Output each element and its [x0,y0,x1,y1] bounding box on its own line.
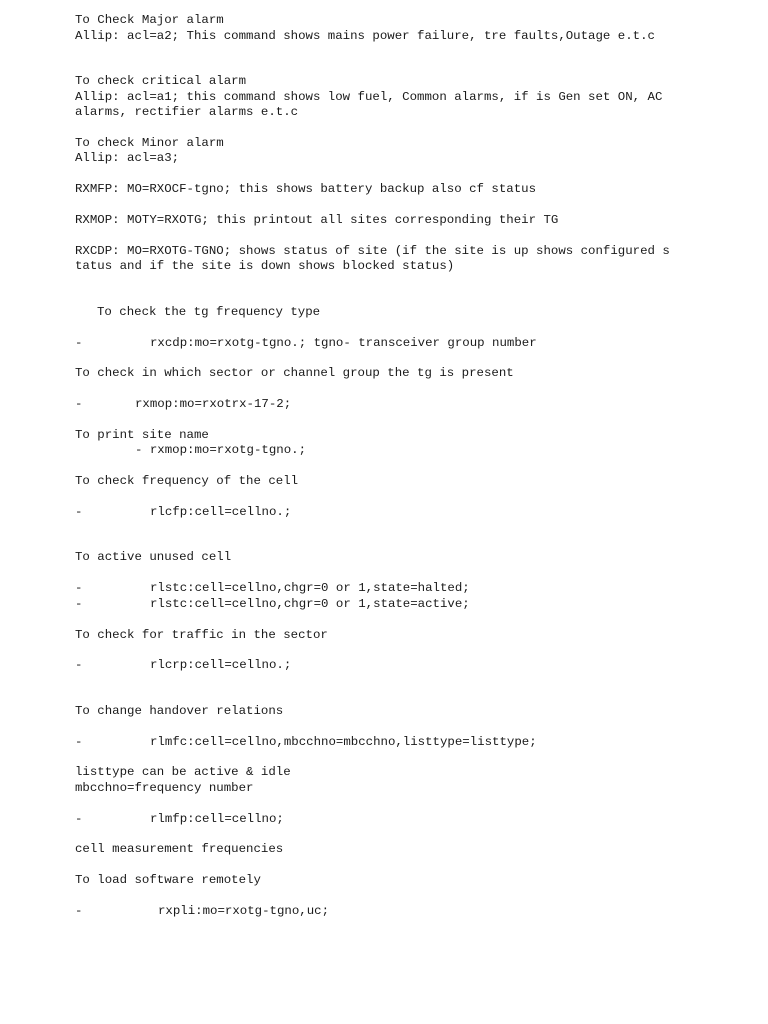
heading-active-unused-cell: To active unused cell [75,550,232,564]
heading-minor-alarm: To check Minor alarm [75,136,224,150]
command-rxcdp: RXCDP: MO=RXOTG-TGNO; shows status of site (if the site is up shows configured s [75,244,670,258]
command-major-alarm: Allip: acl=a2; This command shows mains power failure, tre faults,Outage e.t.c [75,29,655,43]
note-mbcchno: mbcchno=frequency number [75,781,254,795]
heading-tg-frequency: To check the tg frequency type [97,305,321,319]
bullet-dash: - [75,597,83,611]
bullet-dash: - [75,904,83,918]
command-critical-alarm-cont: alarms, rectifier alarms e.t.c [75,105,299,119]
heading-site-name: To print site name [75,428,209,442]
command-rxmfp: RXMFP: MO=RXOCF-tgno; this shows battery backup also cf status [75,182,537,196]
command-rxmop-trx: rxmop:mo=rxotrx-17-2; [135,397,292,411]
note-cell-measurement: cell measurement frequencies [75,842,284,856]
bullet-dash: - [75,658,83,672]
heading-major-alarm: To Check Major alarm [75,13,224,27]
command-critical-alarm: Allip: acl=a1; this command shows low fuel, Common alarms, if is Gen set ON, AC [75,90,663,104]
command-minor-alarm: Allip: acl=a3; [75,151,180,165]
command-rlmfc: rlmfc:cell=cellno,mbcchno=mbcchno,listtype=listtype; [150,735,537,749]
command-rlcfp: rlcfp:cell=cellno.; [150,505,292,519]
command-rlstc-active: rlstc:cell=cellno,chgr=0 or 1,state=active; [150,597,470,611]
command-rxcdp-tgno: rxcdp:mo=rxotg-tgno.; tgno- transceiver group number [150,336,537,350]
heading-handover-relations: To change handover relations [75,704,284,718]
command-rlmfp: rlmfp:cell=cellno; [150,812,284,826]
command-rlcrp: rlcrp:cell=cellno.; [150,658,292,672]
command-rxcdp-cont: tatus and if the site is down shows blocked status) [75,259,455,273]
heading-load-software: To load software remotely [75,873,261,887]
bullet-dash: - [75,336,83,350]
heading-traffic-sector: To check for traffic in the sector [75,628,328,642]
bullet-dash: - [75,581,83,595]
bullet-dash: - [75,735,83,749]
command-rxmop: RXMOP: MOTY=RXOTG; this printout all sites corresponding their TG [75,213,559,227]
command-rxpli: rxpli:mo=rxotg-tgno,uc; [158,904,330,918]
heading-critical-alarm: To check critical alarm [75,74,247,88]
note-listtype: listtype can be active & idle [75,765,291,779]
heading-cell-frequency: To check frequency of the cell [75,474,299,488]
bullet-dash: - [75,505,83,519]
bullet-dash: - [75,812,83,826]
command-rlstc-halted: rlstc:cell=cellno,chgr=0 or 1,state=halted; [150,581,470,595]
bullet-dash: - [75,397,83,411]
command-rxmop-tgno: - rxmop:mo=rxotg-tgno.; [135,443,307,457]
heading-sector-channel: To check in which sector or channel group the tg is present [75,366,514,380]
